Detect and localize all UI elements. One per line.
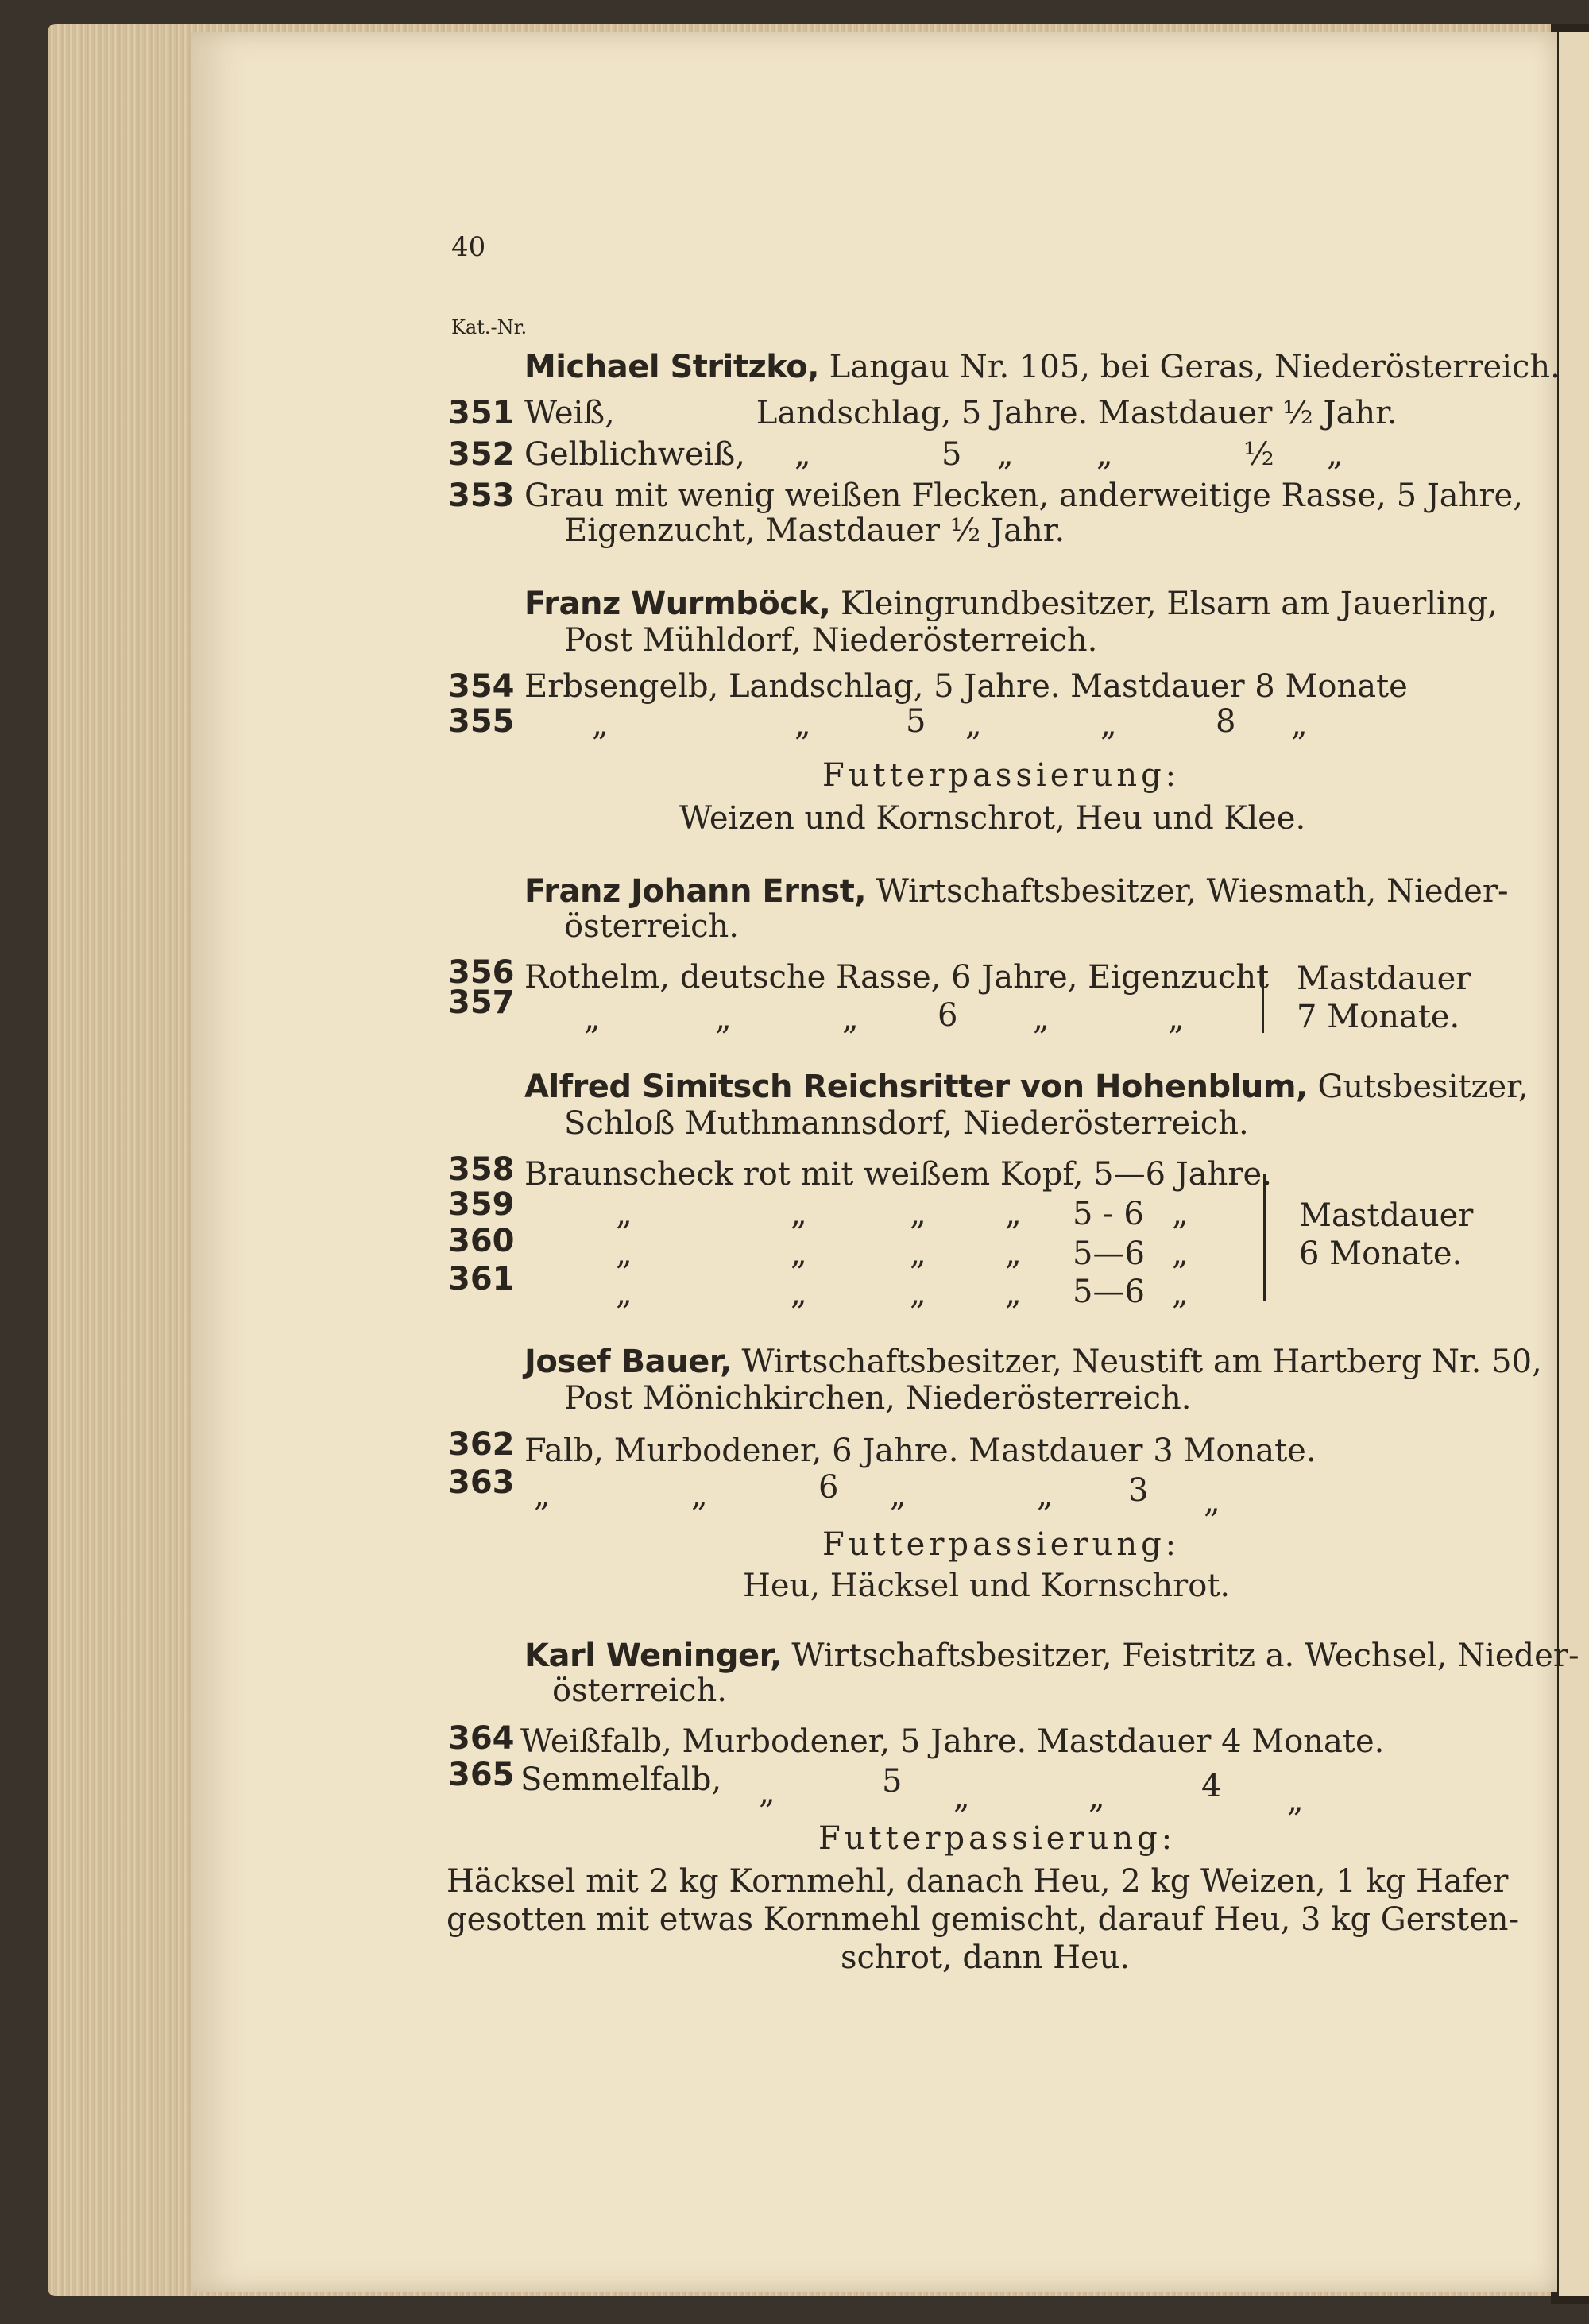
ditto-mark: „ xyxy=(1037,1477,1054,1514)
ditto-mark: „ xyxy=(953,1779,970,1816)
ditto-mark: „ xyxy=(794,436,811,473)
ditto-mark: „ xyxy=(715,1000,732,1037)
ditto-mark: „ xyxy=(759,1774,775,1811)
item-description: Falb, Murbodener, 6 Jahre. Mastdauer 3 Monate. xyxy=(524,1433,1316,1469)
catalog-number: 363 xyxy=(448,1464,515,1501)
owner-name: Michael Stritzko, xyxy=(524,349,819,385)
owner-address: Gutsbesitzer, xyxy=(1307,1069,1529,1105)
owner-address: Wirtschaftsbesitzer, Feistritz a. Wechsel, Nieder- xyxy=(781,1638,1579,1674)
catalog-number: 357 xyxy=(448,984,515,1021)
ditto-mark: „ xyxy=(842,1000,859,1037)
item-value: 5—6 xyxy=(1073,1274,1145,1310)
item-description: Weißfalb, Murbodener, 5 Jahre. Mastdauer 4 Monate. xyxy=(520,1723,1385,1760)
item-description: Braunscheck rot mit weißem Kopf, 5—6 Jahre. xyxy=(524,1156,1272,1193)
owner-address: Wirtschaftsbesitzer, Wiesmath, Nieder- xyxy=(866,873,1509,910)
ditto-mark: „ xyxy=(1005,1196,1022,1232)
feeding-description: Heu, Häcksel und Kornschrot. xyxy=(743,1568,1231,1604)
feeding-label: Futterpassierung: xyxy=(822,1526,1181,1563)
ditto-mark: „ xyxy=(1005,1275,1022,1312)
owner-address-continued: österreich. xyxy=(552,1672,727,1709)
feeding-line-3: schrot, dann Heu. xyxy=(841,1939,1131,1976)
page-number: 40 xyxy=(451,231,486,263)
owner-entry-6 xyxy=(524,1640,1579,1672)
item-description-continued: Eigenzucht, Mastdauer ½ Jahr. xyxy=(564,512,1065,549)
ditto-mark: „ xyxy=(1172,1196,1189,1232)
column-header: Kat.-Nr. xyxy=(451,316,528,338)
catalog-number: 365 xyxy=(448,1757,515,1793)
item-value: 5 xyxy=(906,703,926,740)
item-description: Erbsengelb, Landschlag, 5 Jahre. Mastdauer 8 Monate xyxy=(524,668,1408,705)
ditto-mark: „ xyxy=(1204,1483,1220,1520)
ditto-mark: „ xyxy=(1100,706,1117,743)
item-value: 4 xyxy=(1201,1768,1222,1804)
ditto-mark: „ xyxy=(1287,1782,1304,1819)
ditto-mark: „ xyxy=(616,1196,632,1232)
feeding-line-2: gesotten mit etwas Kornmehl gemischt, darauf Heu, 3 kg Gersten- xyxy=(447,1901,1520,1938)
side-note-line-1: Mastdauer xyxy=(1297,961,1471,997)
catalog-number: 351 xyxy=(448,395,515,431)
side-note-line-1: Mastdauer xyxy=(1299,1197,1474,1234)
item-value: 8 xyxy=(1216,703,1236,740)
ditto-mark: „ xyxy=(616,1235,632,1272)
facing-page-edge xyxy=(1559,32,1589,2296)
owner-address: Kleingrundbesitzer, Elsarn am Jauerling, xyxy=(830,586,1498,622)
ditto-mark: „ xyxy=(1096,436,1113,473)
ditto-mark: „ xyxy=(1172,1235,1189,1272)
item-value: ½ xyxy=(1243,436,1274,473)
ditto-mark: „ xyxy=(1172,1275,1189,1312)
feeding-label: Futterpassierung: xyxy=(822,757,1181,794)
ditto-mark: „ xyxy=(791,1275,807,1312)
ditto-mark: „ xyxy=(1005,1235,1022,1272)
item-description: Weiß, Landschlag, 5 Jahre. Mastdauer ½ Jahr. xyxy=(524,395,1398,431)
owner-name: Franz Johann Ernst, xyxy=(524,873,867,910)
ditto-mark: „ xyxy=(1033,1000,1050,1037)
ditto-mark: „ xyxy=(791,1196,807,1232)
item-value: 5 xyxy=(941,436,962,473)
ditto-mark: „ xyxy=(890,1477,907,1514)
ditto-mark: „ xyxy=(910,1196,926,1232)
side-note-line-2: 7 Monate. xyxy=(1297,999,1460,1035)
brace xyxy=(1262,965,1264,1033)
ditto-mark: „ xyxy=(534,1477,551,1514)
brace xyxy=(1263,1174,1266,1301)
owner-address: Langau Nr. 105, bei Geras, Niederösterreich. xyxy=(818,349,1560,385)
owner-name: Alfred Simitsch Reichsritter von Hohenblum, xyxy=(524,1069,1308,1105)
ditto-mark: „ xyxy=(794,706,811,743)
feeding-label: Futterpassierung: xyxy=(818,1820,1177,1857)
owner-entry-2 xyxy=(524,588,1498,620)
ditto-mark: „ xyxy=(1168,1000,1185,1037)
ditto-mark: „ xyxy=(616,1275,632,1312)
owner-address: Wirtschaftsbesitzer, Neustift am Hartberg Nr. 50, xyxy=(731,1344,1542,1380)
feeding-line-1: Häcksel mit 2 kg Kornmehl, danach Heu, 2 kg Weizen, 1 kg Hafer xyxy=(447,1863,1509,1900)
ditto-mark: „ xyxy=(592,706,609,743)
owner-entry-5 xyxy=(524,1346,1542,1378)
catalog-number: 359 xyxy=(448,1186,515,1223)
catalog-number: 360 xyxy=(448,1223,515,1259)
item-value: 5 - 6 xyxy=(1073,1196,1144,1232)
ditto-mark: „ xyxy=(1291,706,1308,743)
catalog-number: 362 xyxy=(448,1426,515,1463)
ditto-mark: „ xyxy=(584,1000,601,1037)
ditto-mark: „ xyxy=(910,1275,926,1312)
ditto-mark: „ xyxy=(791,1235,807,1272)
catalog-number: 361 xyxy=(448,1261,515,1297)
owner-address-continued: Schloß Muthmannsdorf, Niederösterreich. xyxy=(564,1105,1249,1142)
item-value: 5 xyxy=(882,1763,903,1800)
ditto-mark: „ xyxy=(965,706,982,743)
item-description: Rothelm, deutsche Rasse, 6 Jahre, Eigenzucht xyxy=(524,959,1270,996)
feeding-description: Weizen und Kornschrot, Heu und Klee. xyxy=(679,800,1306,837)
owner-name: Josef Bauer, xyxy=(524,1344,732,1380)
item-value: 6 xyxy=(938,997,958,1034)
item-value: 6 xyxy=(818,1469,839,1506)
catalog-number: 358 xyxy=(448,1151,515,1188)
ditto-mark: „ xyxy=(691,1477,708,1514)
owner-entry-3 xyxy=(524,873,1509,910)
catalog-number: 356 xyxy=(448,954,515,991)
owner-address-continued: österreich. xyxy=(564,908,739,945)
catalog-number: 364 xyxy=(448,1720,515,1757)
item-value: 3 xyxy=(1128,1472,1149,1509)
item-description: Gelblichweiß, xyxy=(524,436,745,473)
catalog-number: 354 xyxy=(448,668,515,705)
ditto-mark: „ xyxy=(1088,1779,1105,1816)
ditto-mark: „ xyxy=(1327,436,1343,473)
catalog-number: 355 xyxy=(448,703,515,740)
side-note-line-2: 6 Monate. xyxy=(1299,1235,1463,1272)
ditto-mark: „ xyxy=(910,1235,926,1272)
owner-name: Karl Weninger, xyxy=(524,1638,782,1674)
item-description: Grau mit wenig weißen Flecken, anderweitige Rasse, 5 Jahre, xyxy=(524,478,1523,514)
item-value: 5—6 xyxy=(1073,1235,1145,1272)
owner-entry-4 xyxy=(524,1071,1529,1103)
item-description: Semmelfalb, xyxy=(520,1761,722,1798)
ditto-mark: „ xyxy=(997,436,1014,473)
owner-entry-1 xyxy=(524,351,1560,383)
catalog-number: 353 xyxy=(448,478,515,514)
owner-address-continued: Post Mönichkirchen, Niederösterreich. xyxy=(564,1380,1192,1417)
owner-name: Franz Wurmböck, xyxy=(524,586,831,622)
owner-address-continued: Post Mühldorf, Niederösterreich. xyxy=(564,622,1098,659)
catalog-number: 352 xyxy=(448,436,515,473)
